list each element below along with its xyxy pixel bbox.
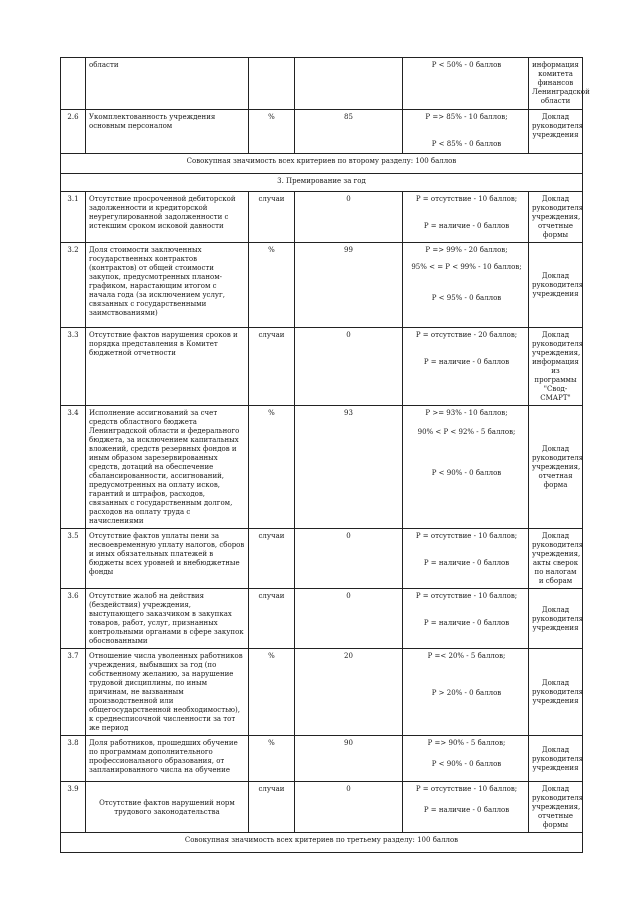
criterion-unit: случаи	[249, 589, 295, 649]
criterion-name: Отсутствие фактов нарушений норм трудового законодательства	[86, 782, 249, 833]
criterion-value: 85	[295, 110, 403, 154]
row-number	[61, 58, 86, 110]
score-line: Р = наличие - 0 баллов	[423, 222, 510, 230]
criterion-value: 20	[295, 649, 403, 736]
criterion-score	[403, 589, 529, 649]
row-number: 3.4	[61, 406, 86, 529]
criterion-source: Доклад руководителя учреждения	[529, 736, 583, 782]
score-line: Р = наличие - 0 баллов	[423, 619, 510, 627]
criterion-unit: %	[249, 406, 295, 529]
criterion-source: Доклад руководителя учреждения, информация из программы "Свод-СМАРТ"	[529, 328, 583, 406]
section-total-row	[61, 154, 583, 174]
score-line: Р = наличие - 0 баллов	[423, 806, 510, 814]
table-row	[61, 110, 583, 154]
section-total-row	[61, 833, 583, 853]
table-row	[61, 782, 583, 833]
row-number: 2.6	[61, 110, 86, 154]
score-line: Р < 50% - 0 баллов	[431, 61, 502, 69]
score-line: Р => 85% - 10 баллов;	[425, 113, 508, 121]
criterion-score	[403, 649, 529, 736]
criterion-value: 0	[295, 328, 403, 406]
row-number: 3.5	[61, 529, 86, 589]
criteria-table	[60, 57, 590, 853]
criterion-score	[403, 328, 529, 406]
table-row	[61, 192, 583, 243]
row-number: 3.1	[61, 192, 86, 243]
criterion-score	[403, 782, 529, 833]
criterion-name: Отсутствие фактов уплаты пени за несвоевременную уплату налогов, сборов и иных обязательных платежей в бюджеты всех уровней и внебюджетные фонды	[86, 529, 249, 589]
score-line: Р => 99% - 20 баллов;	[425, 246, 508, 254]
criterion-score	[403, 406, 529, 529]
criterion-name: Исполнение ассигнований за счет средств областного бюджета Ленинградской области и федерального бюджета, за исключением капитальных вложений, средств резервных фондов и иным образом зарезервированных средств, дотаций на обеспечение сбалансированности, ассигнований, предусмотренных на оплату исков, гарантий и штрафов, расходов, связанных с государственным долгом, расходов на оплату труда с начислениями	[86, 406, 249, 529]
row-number: 3.7	[61, 649, 86, 736]
criterion-unit: %	[249, 736, 295, 782]
criterion-value: 0	[295, 782, 403, 833]
criterion-name: Укомплектованность учреждения основным персоналом	[86, 110, 249, 154]
score-line: Р = отсутствие - 10 баллов;	[415, 785, 518, 793]
criterion-source: Доклад руководителя учреждения, акты сверок по налогам и сборам	[529, 529, 583, 589]
criterion-name: области	[86, 58, 249, 110]
criterion-source: Доклад руководителя учреждения	[529, 649, 583, 736]
score-line: Р < 95% - 0 баллов	[431, 294, 502, 302]
criterion-source: информация комитета финансов Ленинградской области	[529, 58, 583, 110]
table-row	[61, 736, 583, 782]
criterion-score	[403, 529, 529, 589]
score-line: Р = отсутствие - 20 баллов;	[415, 331, 518, 339]
score-line: Р = отсутствие - 10 баллов;	[415, 532, 518, 540]
table-row	[61, 328, 583, 406]
score-line: Р >= 93% - 10 баллов;	[425, 409, 508, 417]
criterion-value: 99	[295, 243, 403, 328]
score-line: Р = отсутствие - 10 баллов;	[415, 592, 518, 600]
criterion-source: Доклад руководителя учреждения, отчетные формы	[529, 782, 583, 833]
table-row	[61, 649, 583, 736]
section-3-total: Совокупная значимость всех критериев по третьему разделу: 100 баллов	[61, 833, 583, 853]
table-row	[61, 406, 583, 529]
criterion-value: 90	[295, 736, 403, 782]
criterion-value: 93	[295, 406, 403, 529]
score-line: 90% < Р < 92% - 5 баллов;	[417, 428, 516, 436]
criterion-unit: %	[249, 110, 295, 154]
criterion-unit: случаи	[249, 328, 295, 406]
criterion-score	[403, 736, 529, 782]
criterion-score	[403, 243, 529, 328]
criterion-value: 0	[295, 529, 403, 589]
criterion-unit: случаи	[249, 192, 295, 243]
row-number: 3.9	[61, 782, 86, 833]
criterion-value	[295, 58, 403, 110]
criterion-name: Отсутствие просроченной дебиторской задолженности и кредиторской неурегулированной задолженности с истекшим сроком исковой давности	[86, 192, 249, 243]
criterion-unit	[249, 58, 295, 110]
criterion-name: Доля работников, прошедших обучение по программам дополнительного профессионального образования, от запланированного числа на обучение	[86, 736, 249, 782]
score-line: 95% < = Р < 99% - 10 баллов;	[411, 263, 522, 271]
criterion-unit: случаи	[249, 529, 295, 589]
row-number: 3.3	[61, 328, 86, 406]
section-2-total: Совокупная значимость всех критериев по второму разделу: 100 баллов	[61, 154, 583, 174]
criterion-score	[403, 110, 529, 154]
criterion-source: Доклад руководителя учреждения, отчетные формы	[529, 192, 583, 243]
section-title-row	[61, 174, 583, 192]
criterion-source: Доклад руководителя учреждения, отчетная форма	[529, 406, 583, 529]
section-3-title: 3. Премирование за год	[61, 174, 583, 192]
row-number: 3.8	[61, 736, 86, 782]
table-row	[61, 58, 583, 110]
score-line: Р = отсутствие - 10 баллов;	[415, 195, 518, 203]
criterion-name: Отсутствие жалоб на действия (бездействия) учреждения, выступающего заказчиком в закупках товаров, работ, услуг, признанных контрольными органами в сфере закупок обоснованными	[86, 589, 249, 649]
criterion-score	[403, 192, 529, 243]
criterion-unit: %	[249, 649, 295, 736]
criterion-score	[403, 58, 529, 110]
score-line: Р > 20% - 0 баллов	[431, 689, 502, 697]
criterion-name: Отсутствие фактов нарушения сроков и порядка представления в Комитет бюджетной отчетности	[86, 328, 249, 406]
criterion-name: Доля стоимости заключенных государственных контрактов (контрактов) от общей стоимости закупок, предусмотренных планом-графиком, нарастающим итогом с начала года (за исключением услуг, связанных с государственными заимствованиями)	[86, 243, 249, 328]
table-row	[61, 529, 583, 589]
row-number: 3.6	[61, 589, 86, 649]
score-line: Р = наличие - 0 баллов	[423, 358, 510, 366]
table-row	[61, 243, 583, 328]
criterion-value: 0	[295, 589, 403, 649]
score-line: Р < 90% - 0 баллов	[431, 469, 502, 477]
criterion-source: Доклад руководителя учреждения	[529, 110, 583, 154]
criterion-unit: %	[249, 243, 295, 328]
score-line: Р =< 20% - 5 баллов;	[427, 652, 506, 660]
score-line: Р < 85% - 0 баллов	[431, 140, 502, 148]
criterion-value: 0	[295, 192, 403, 243]
criteria-sheet	[60, 57, 590, 853]
row-number: 3.2	[61, 243, 86, 328]
criterion-unit: случаи	[249, 782, 295, 833]
criterion-name: Отношение числа уволенных работников учреждения, выбывших за год (по собственному желанию, за нарушение трудовой дисциплины, по иным причинам, не вызванным производственной или общегосударственной необходимостью), к среднесписочной численности за тот же период	[86, 649, 249, 736]
score-line: Р = наличие - 0 баллов	[423, 559, 510, 567]
criterion-source: Доклад руководителя учреждения	[529, 589, 583, 649]
table-row	[61, 589, 583, 649]
criterion-source: Доклад руководителя учреждения	[529, 243, 583, 328]
score-line: Р => 90% - 5 баллов;	[427, 739, 506, 747]
score-line: Р < 90% - 0 баллов	[431, 760, 502, 768]
